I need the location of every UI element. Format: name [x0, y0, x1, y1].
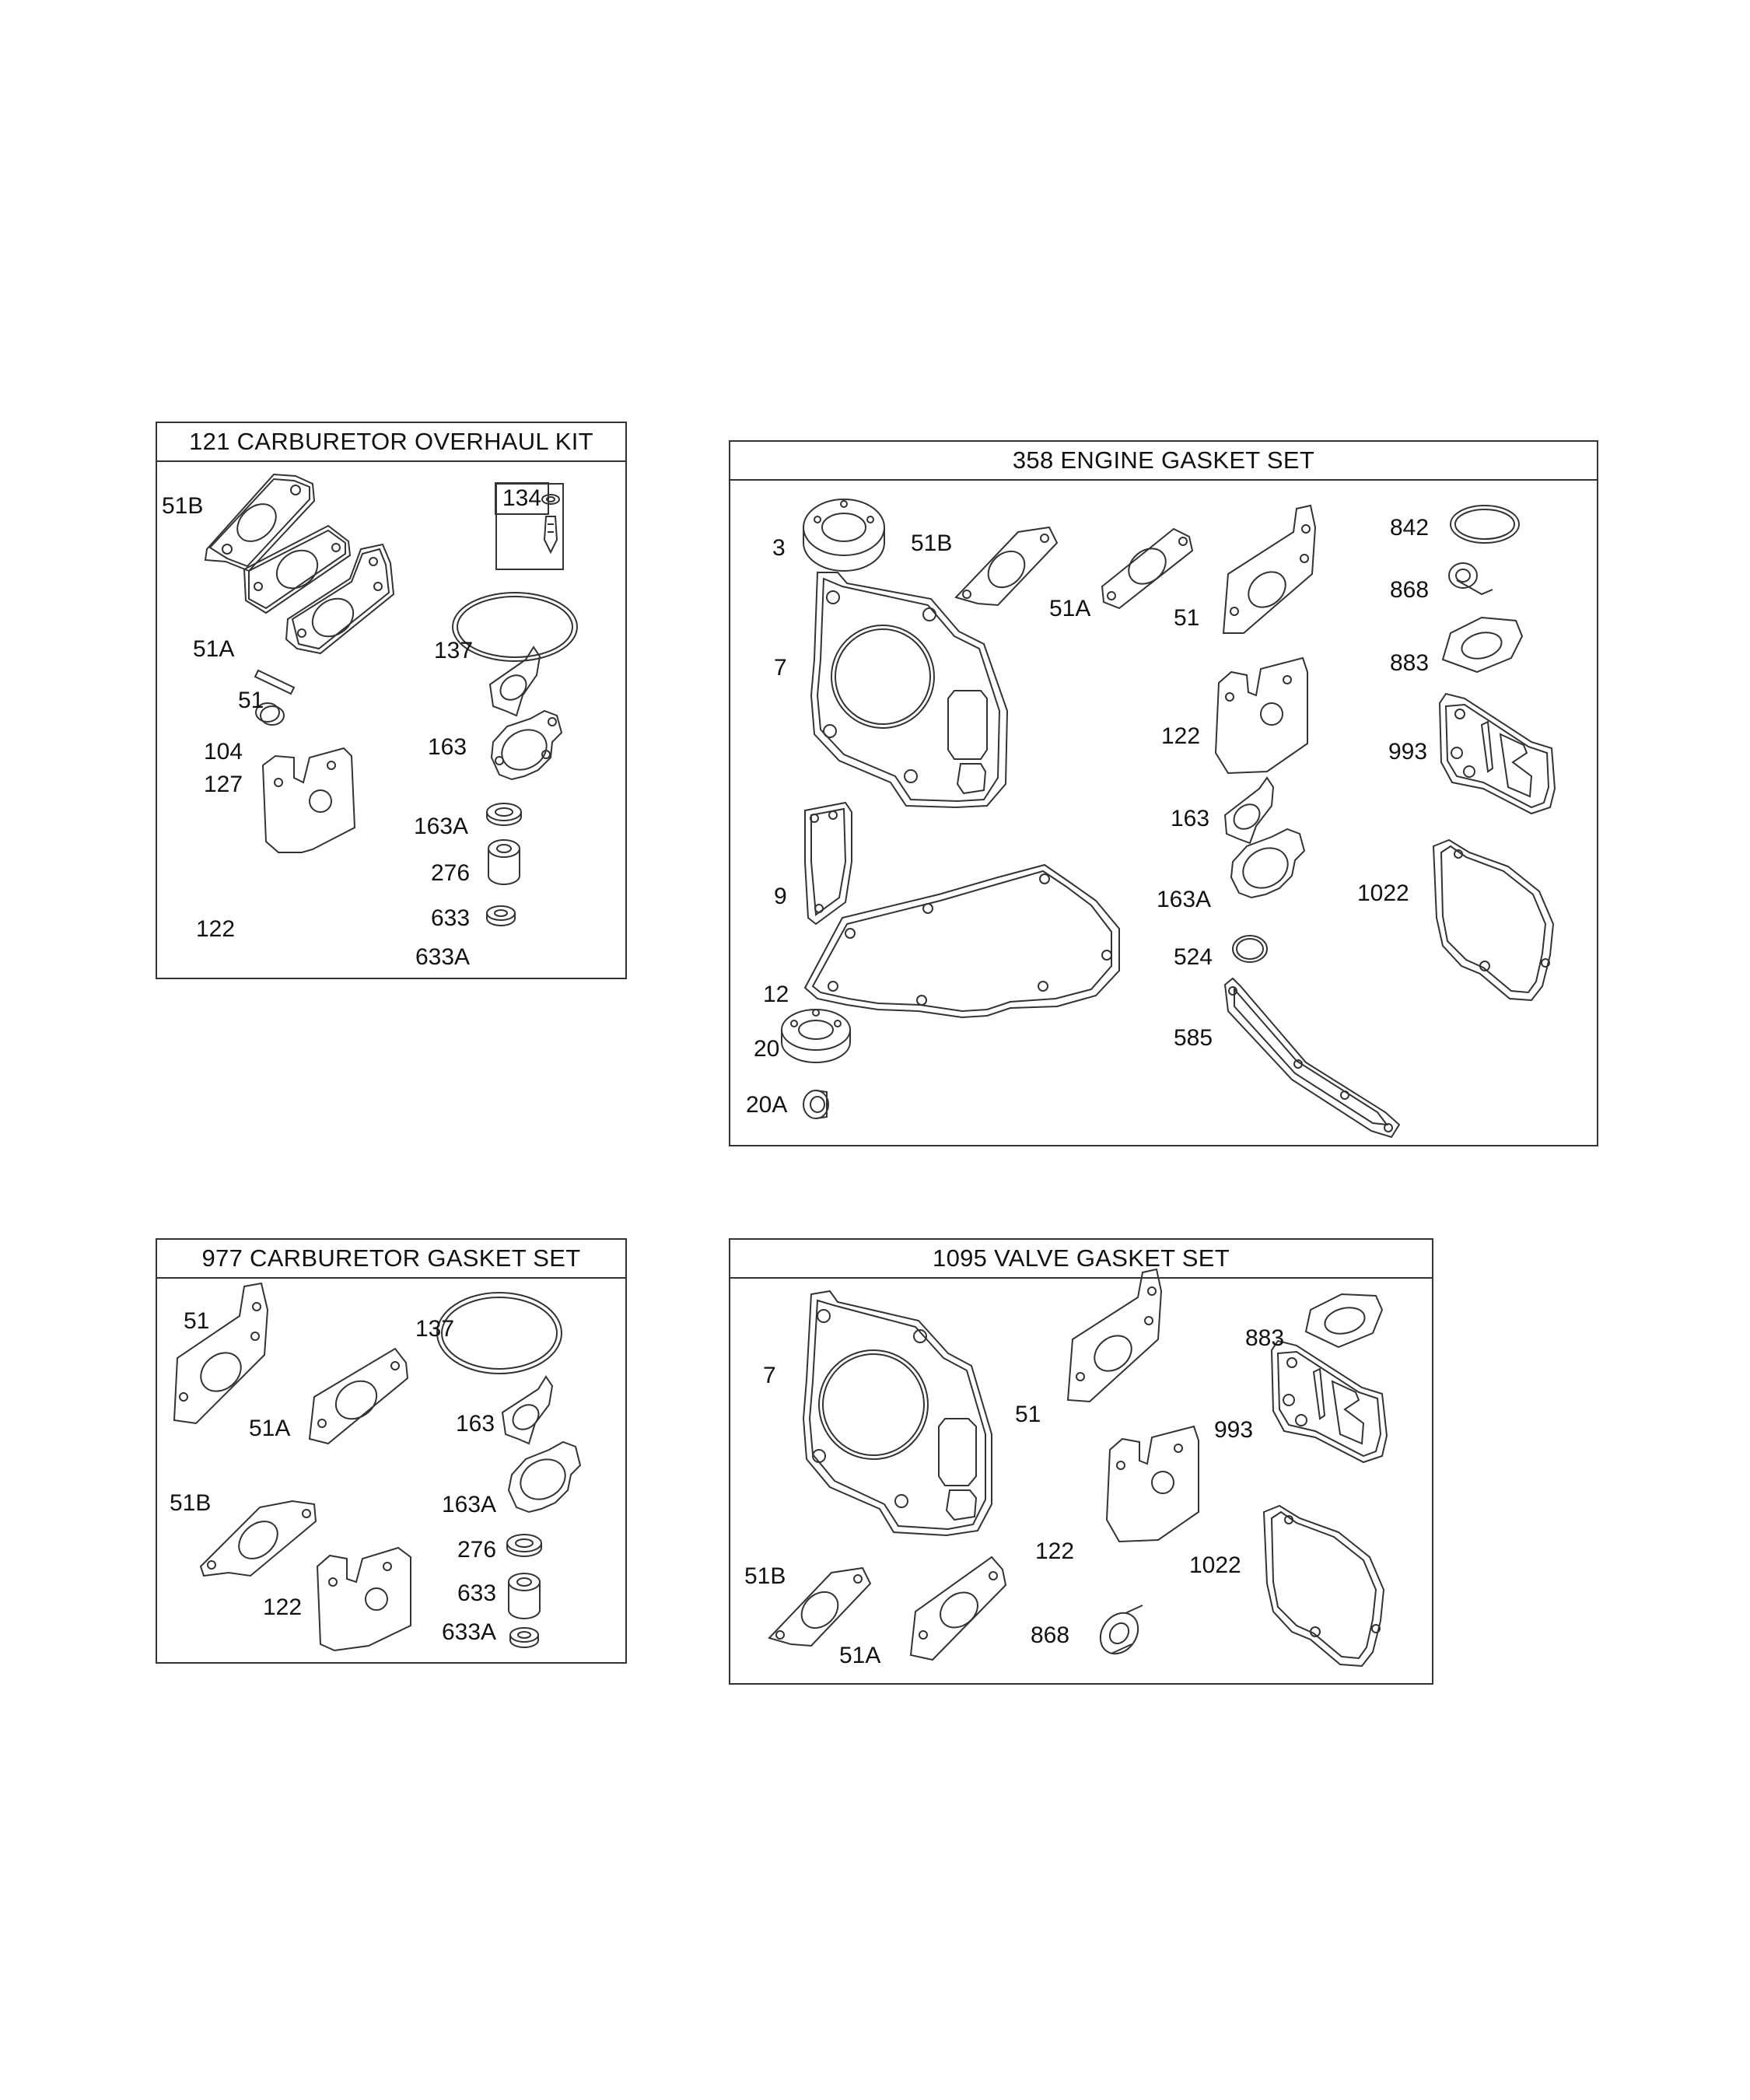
label-276: 276	[457, 1537, 497, 1563]
label-127: 127	[204, 772, 243, 797]
label-137: 137	[434, 638, 474, 663]
label-3: 3	[772, 535, 786, 561]
part-1022-drawing	[1433, 840, 1553, 1000]
label-883: 883	[1390, 650, 1430, 676]
part-163A-drawing	[1231, 829, 1304, 898]
label-51B: 51B	[170, 1490, 212, 1516]
label-633: 633	[431, 905, 471, 931]
part-524-drawing	[1233, 936, 1267, 962]
kit-title: 358 ENGINE GASKET SET	[730, 442, 1597, 481]
part-868-drawing	[1449, 563, 1493, 594]
part-51A-drawing	[310, 1349, 408, 1444]
part-51A-drawing	[1102, 529, 1192, 608]
part-842-drawing	[1451, 506, 1519, 543]
kit-title: 977 CARBURETOR GASKET SET	[157, 1240, 625, 1279]
label-51A: 51A	[839, 1643, 881, 1668]
part-51-drawing	[1223, 506, 1315, 633]
part-51-drawing	[174, 1283, 268, 1423]
label-137: 137	[415, 1316, 455, 1342]
kit-121-parts-art	[157, 423, 628, 981]
label-1022: 1022	[1189, 1552, 1241, 1578]
part-163-drawing	[502, 1377, 552, 1444]
label-585: 585	[1174, 1025, 1213, 1051]
part-276-drawing	[487, 803, 521, 825]
label-993: 993	[1388, 739, 1428, 765]
label-51: 51	[184, 1308, 210, 1334]
part-633-drawing	[509, 1573, 540, 1619]
label-122: 122	[1161, 723, 1201, 749]
kit-977-parts-art	[157, 1240, 628, 1665]
label-51A: 51A	[1049, 596, 1091, 621]
part-993-drawing	[1272, 1341, 1387, 1462]
part-122-drawing	[263, 748, 355, 852]
label-163: 163	[428, 734, 467, 760]
part-883-drawing	[1443, 618, 1522, 672]
label-993: 993	[1214, 1417, 1254, 1443]
label-51B: 51B	[162, 493, 204, 519]
label-51B: 51B	[911, 530, 953, 556]
part-9-drawing	[805, 803, 852, 924]
part-51-drawing	[1068, 1269, 1161, 1402]
label-633A: 633A	[442, 1619, 497, 1645]
part-51B-drawing	[956, 527, 1057, 605]
label-163: 163	[456, 1411, 495, 1437]
label-163A: 163A	[414, 814, 469, 839]
label-51A: 51A	[249, 1416, 291, 1441]
label-51: 51	[1015, 1402, 1041, 1427]
kit-358-engine-gasket-set	[729, 440, 1598, 1146]
label-51A: 51A	[193, 636, 235, 662]
kit-358-parts-art	[730, 442, 1600, 1148]
label-868: 868	[1031, 1622, 1070, 1648]
label-276: 276	[431, 860, 471, 886]
label-1022: 1022	[1357, 880, 1409, 906]
label-51: 51	[1174, 605, 1200, 631]
label-883: 883	[1245, 1325, 1285, 1351]
part-122-drawing	[1216, 658, 1307, 773]
label-122: 122	[263, 1594, 303, 1620]
label-633: 633	[457, 1580, 497, 1606]
label-633A: 633A	[415, 944, 471, 970]
part-633A-drawing	[487, 906, 515, 926]
label-51B: 51B	[744, 1563, 786, 1589]
label-122: 122	[1035, 1538, 1075, 1564]
kit-title: 121 CARBURETOR OVERHAUL KIT	[157, 423, 625, 462]
part-993-drawing	[1440, 694, 1555, 814]
part-51B-drawing	[201, 1501, 316, 1576]
label-524: 524	[1174, 944, 1213, 970]
label-163A: 163A	[1157, 887, 1212, 912]
part-51B-drawing	[205, 474, 314, 571]
part-276-drawing	[507, 1535, 541, 1556]
label-134: 134	[495, 482, 549, 515]
part-7-drawing	[803, 1291, 992, 1535]
part-585-drawing	[1225, 978, 1399, 1137]
kit-1095-valve-gasket-set	[729, 1238, 1433, 1685]
part-633A-drawing	[510, 1628, 538, 1647]
part-3-drawing	[803, 499, 884, 571]
part-137-drawing	[437, 1293, 562, 1374]
part-12-drawing	[805, 865, 1119, 1017]
part-20A-drawing	[803, 1090, 828, 1118]
label-104: 104	[204, 739, 243, 765]
part-868-drawing	[1093, 1605, 1146, 1661]
part-7-drawing	[811, 572, 1007, 807]
label-122: 122	[196, 916, 236, 942]
label-163A: 163A	[442, 1492, 497, 1517]
kit-977-carburetor-gasket-set	[156, 1238, 627, 1664]
label-163: 163	[1171, 806, 1210, 831]
part-122-drawing	[317, 1548, 411, 1650]
label-868: 868	[1390, 577, 1430, 603]
part-51A-drawing	[911, 1557, 1006, 1660]
label-7: 7	[774, 655, 787, 681]
part-633-drawing	[488, 840, 520, 884]
label-7: 7	[763, 1363, 776, 1388]
label-842: 842	[1390, 515, 1430, 541]
part-163A-drawing	[492, 711, 562, 779]
part-51-drawing	[286, 544, 394, 653]
part-1022-drawing	[1264, 1506, 1384, 1666]
label-51: 51	[238, 688, 264, 713]
part-163A-drawing	[509, 1442, 580, 1512]
label-12: 12	[763, 982, 789, 1007]
kit-title: 1095 VALVE GASKET SET	[730, 1240, 1432, 1279]
part-20-drawing	[782, 1010, 850, 1062]
label-20: 20	[754, 1036, 780, 1062]
part-883-drawing	[1306, 1294, 1382, 1347]
kit-121-carburetor-overhaul	[156, 422, 627, 979]
label-9: 9	[774, 884, 787, 909]
label-20A: 20A	[746, 1092, 788, 1118]
part-163-drawing	[1225, 778, 1273, 843]
kit-1095-parts-art	[730, 1240, 1435, 1686]
part-122-drawing	[1107, 1426, 1199, 1542]
